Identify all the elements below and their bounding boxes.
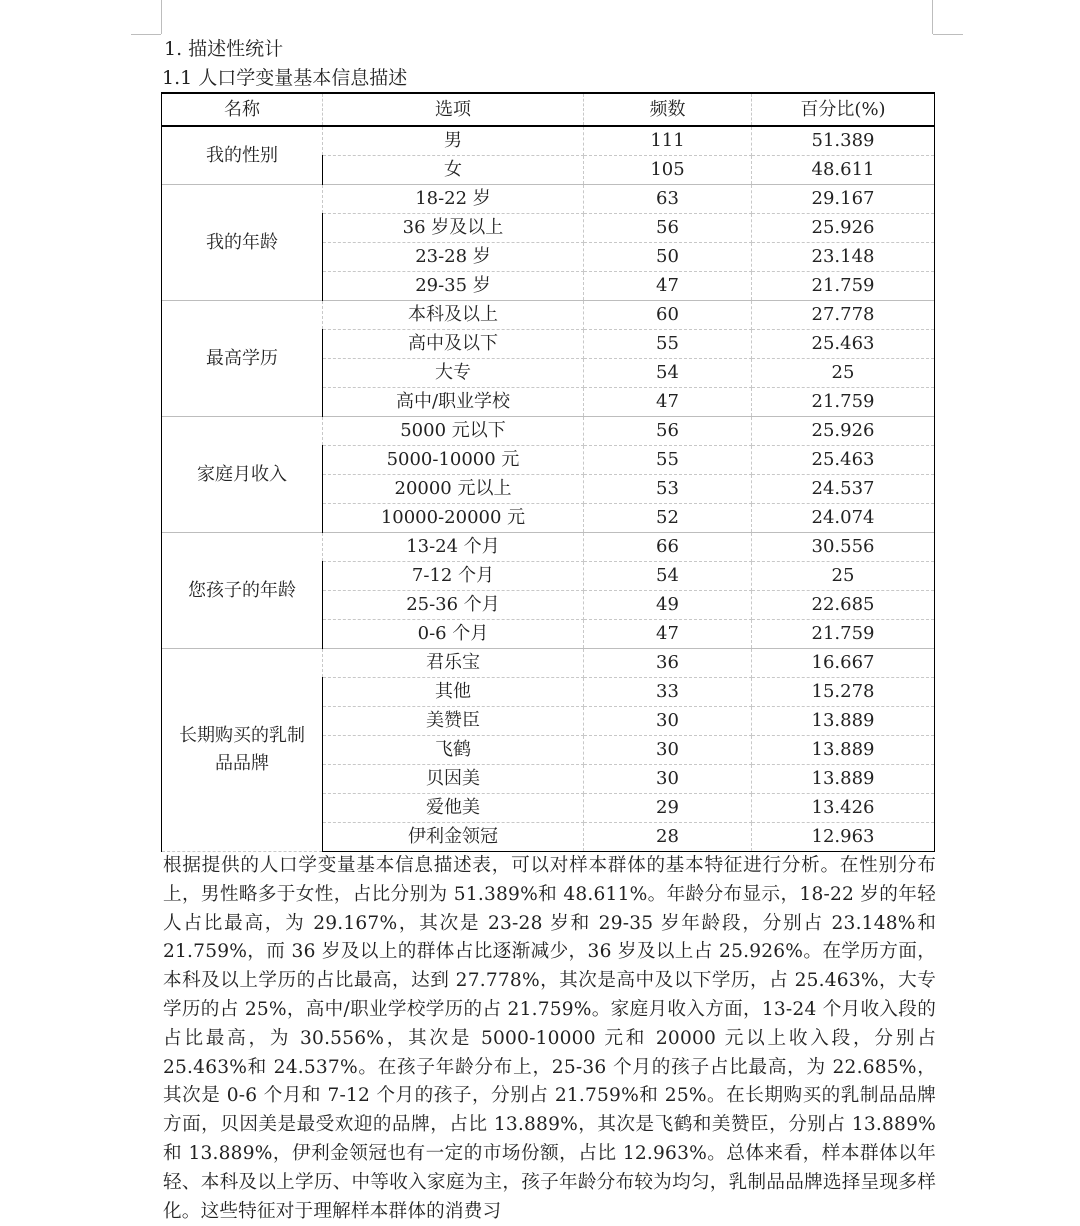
percent-cell: 25.926 (752, 417, 935, 446)
frequency-cell: 30 (584, 765, 752, 794)
frequency-cell: 111 (584, 126, 752, 156)
frequency-cell: 47 (584, 620, 752, 649)
table-row (162, 649, 935, 678)
option-cell: 美赞臣 (323, 707, 584, 736)
percent-cell: 25.926 (752, 214, 935, 243)
header-frequency: 频数 (584, 93, 752, 126)
option-cell: 29-35 岁 (323, 272, 584, 301)
option-cell: 0-6 个月 (323, 620, 584, 649)
table-row (162, 185, 935, 214)
option-cell: 本科及以上 (323, 301, 584, 330)
percent-cell: 13.889 (752, 707, 935, 736)
percent-cell: 23.148 (752, 243, 935, 272)
crop-mark-left-h (131, 34, 161, 35)
percent-cell: 22.685 (752, 591, 935, 620)
percent-cell: 25 (752, 359, 935, 388)
table-row (162, 533, 935, 562)
percent-cell: 29.167 (752, 185, 935, 214)
frequency-cell: 29 (584, 794, 752, 823)
percent-cell: 25.463 (752, 446, 935, 475)
crop-mark-left (161, 0, 162, 34)
frequency-cell: 49 (584, 591, 752, 620)
group-name-cell: 我的性别 (162, 126, 323, 185)
frequency-cell: 36 (584, 649, 752, 678)
option-cell: 男 (323, 126, 584, 156)
group-name-cell: 家庭月收入 (162, 417, 323, 533)
frequency-cell: 30 (584, 707, 752, 736)
table-row (162, 417, 935, 446)
subsection-heading: 1.1 人口学变量基本信息描述 (162, 67, 408, 89)
crop-mark-right (932, 0, 933, 34)
percent-cell: 27.778 (752, 301, 935, 330)
frequency-cell: 54 (584, 562, 752, 591)
group-name-cell: 最高学历 (162, 301, 323, 417)
frequency-cell: 50 (584, 243, 752, 272)
option-cell: 23-28 岁 (323, 243, 584, 272)
percent-cell: 13.426 (752, 794, 935, 823)
percent-cell: 16.667 (752, 649, 935, 678)
header-option: 选项 (323, 93, 584, 126)
frequency-cell: 63 (584, 185, 752, 214)
table-header-row (162, 93, 935, 126)
percent-cell: 30.556 (752, 533, 935, 562)
frequency-cell: 47 (584, 388, 752, 417)
percent-cell: 21.759 (752, 388, 935, 417)
option-cell: 13-24 个月 (323, 533, 584, 562)
percent-cell: 24.537 (752, 475, 935, 504)
percent-cell: 25 (752, 562, 935, 591)
option-cell: 女 (323, 156, 584, 185)
frequency-cell: 55 (584, 330, 752, 359)
group-name-cell: 您孩子的年龄 (162, 533, 323, 649)
option-cell: 君乐宝 (323, 649, 584, 678)
option-cell: 25-36 个月 (323, 591, 584, 620)
percent-cell: 21.759 (752, 620, 935, 649)
option-cell: 7-12 个月 (323, 562, 584, 591)
group-name-line: 品品牌 (215, 753, 269, 774)
percent-cell: 21.759 (752, 272, 935, 301)
percent-cell: 24.074 (752, 504, 935, 533)
option-cell: 36 岁及以上 (323, 214, 584, 243)
percent-cell: 51.389 (752, 126, 935, 156)
option-cell: 5000-10000 元 (323, 446, 584, 475)
frequency-cell: 52 (584, 504, 752, 533)
option-cell: 20000 元以上 (323, 475, 584, 504)
option-cell: 5000 元以下 (323, 417, 584, 446)
option-cell: 伊利金领冠 (323, 823, 584, 852)
header-percent: 百分比(%) (752, 93, 935, 126)
table-body (162, 126, 935, 852)
crop-mark-right-h (933, 34, 963, 35)
option-cell: 高中/职业学校 (323, 388, 584, 417)
header-name: 名称 (162, 93, 323, 126)
option-cell: 10000-20000 元 (323, 504, 584, 533)
frequency-cell: 105 (584, 156, 752, 185)
option-cell: 爱他美 (323, 794, 584, 823)
analysis-paragraph: 根据提供的人口学变量基本信息描述表，可以对样本群体的基本特征进行分析。在性别分布上，男性略多于女性，占比分别为 51.389%和 48.611%。年龄分布显示，18-22 岁的年轻人占比最高，为 29.167%，其次是 23-28 岁和 29-35 岁年龄段，分别占 23.148%和 21.759%，而 36 岁及以上的群体占比逐渐减少，36 岁及以上占 25.926%。在学历方面，本科及以上学历的占比最高，达到 27.778%，其次是高中及以下学历，占 25.463%，大专学历的占 25%，高中/职业学校学历的占 21.759%。家庭月收入方面，13-24 个月收入段的占比最高，为 30.556%，其次是 5000-10000 元和 20000 元以上收入段，分别占 25.463%和 24.537%。在孩子年龄分布上，25-36 个月的孩子占比最高，为 22.685%，其次是 0-6 个月和 7-12 个月的孩子，分别占 21.759%和 25%。在长期购买的乳制品品牌方面，贝因美是最受欢迎的品牌，占比 13.889%，其次是飞鹤和美赞臣，分别占 13.889%和 13.889%，伊利金领冠也有一定的市场份额，占比 12.963%。总体来看，样本群体以年轻、本科及以上学历、中等收入家庭为主，孩子年龄分布较为均匀，乳制品品牌选择呈现多样化。这些特征对于理解样本群体的消费习 (163, 855, 936, 1222)
option-cell: 大专 (323, 359, 584, 388)
frequency-cell: 66 (584, 533, 752, 562)
option-cell: 飞鹤 (323, 736, 584, 765)
frequency-cell: 54 (584, 359, 752, 388)
group-name-line: 长期购买的乳制 (179, 725, 305, 746)
option-cell: 高中及以下 (323, 330, 584, 359)
demographics-table (161, 92, 935, 852)
table-row (162, 301, 935, 330)
frequency-cell: 47 (584, 272, 752, 301)
frequency-cell: 55 (584, 446, 752, 475)
percent-cell: 15.278 (752, 678, 935, 707)
table-row (162, 126, 935, 156)
frequency-cell: 30 (584, 736, 752, 765)
option-cell: 18-22 岁 (323, 185, 584, 214)
percent-cell: 13.889 (752, 765, 935, 794)
option-cell: 贝因美 (323, 765, 584, 794)
frequency-cell: 56 (584, 214, 752, 243)
group-name-cell (162, 649, 323, 852)
percent-cell: 25.463 (752, 330, 935, 359)
frequency-cell: 33 (584, 678, 752, 707)
frequency-cell: 56 (584, 417, 752, 446)
frequency-cell: 53 (584, 475, 752, 504)
percent-cell: 12.963 (752, 823, 935, 852)
percent-cell: 48.611 (752, 156, 935, 185)
frequency-cell: 60 (584, 301, 752, 330)
option-cell: 其他 (323, 678, 584, 707)
percent-cell: 13.889 (752, 736, 935, 765)
section-heading: 1. 描述性统计 (164, 38, 284, 60)
group-name-cell: 我的年龄 (162, 185, 323, 301)
frequency-cell: 28 (584, 823, 752, 852)
